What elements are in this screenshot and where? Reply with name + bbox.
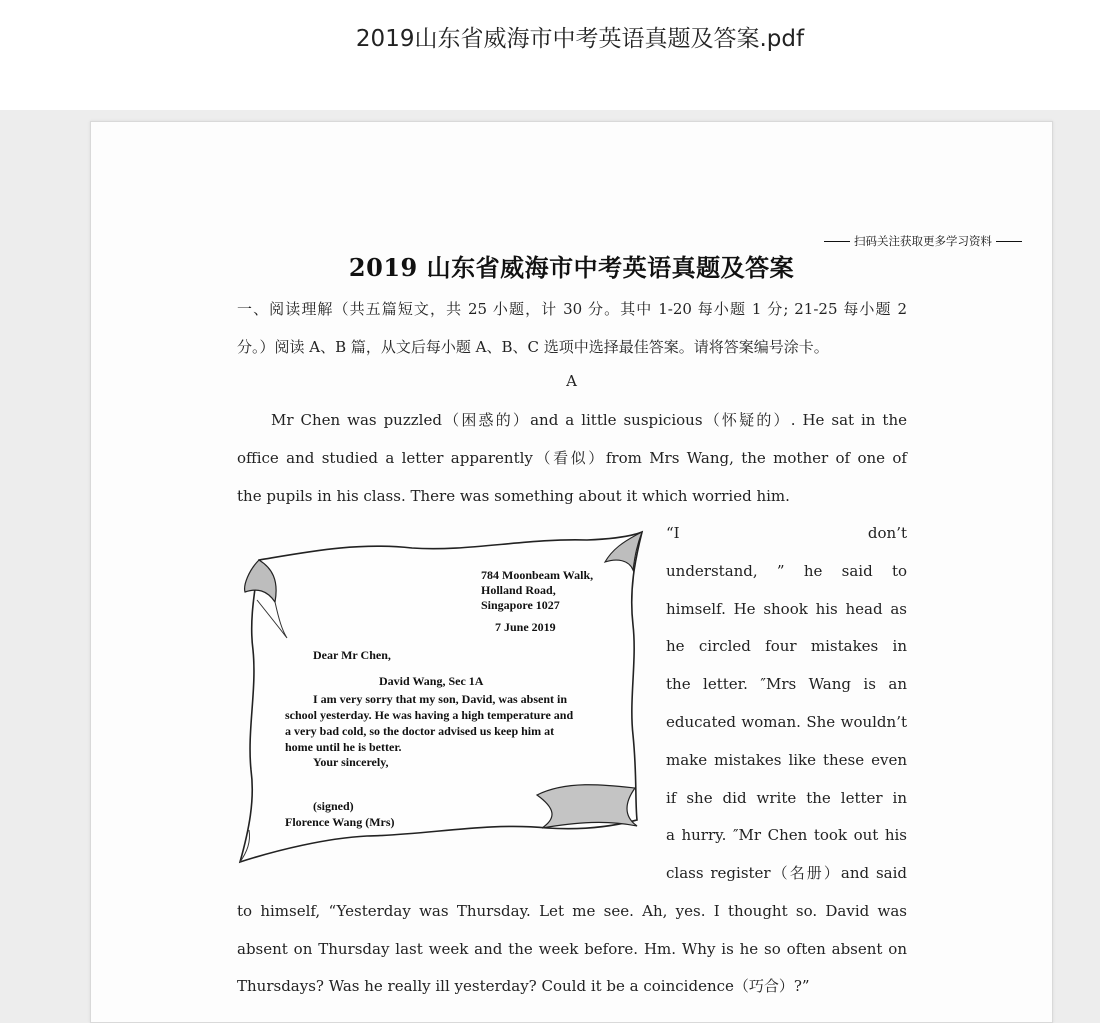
letter-signature: Florence Wang (Mrs): [285, 815, 395, 829]
instruction-line: 分。）阅读 A、B 篇，从文后每小题 A、B、C 选项中选择最佳答案。请将答案编号涂卡。: [237, 338, 829, 356]
pdf-page[interactable]: [90, 121, 1053, 1023]
letter-body-line: school yesterday. He was having a high temperature and: [285, 708, 574, 722]
instructions: [237, 290, 907, 366]
side-line: the letter. ″Mrs Wang is an: [666, 675, 907, 694]
paragraph-line: office and studied a letter apparently（看似）from Mrs Wang, the mother of one of: [237, 448, 907, 467]
letter-address-line: 784 Moonbeam Walk,: [481, 568, 594, 582]
side-line: educated woman. She wouldn’t: [666, 712, 907, 731]
letter-subject: David Wang, Sec 1A: [379, 674, 484, 688]
tagline-rule-left: [824, 241, 850, 242]
paragraph-line: absent on Thursday last week and the week before. Hm. Why is he so often absent on: [237, 939, 907, 958]
side-line: a hurry. ″Mr Chen took out his: [666, 826, 907, 845]
letter-greeting: Dear Mr Chen,: [313, 648, 391, 662]
side-line: himself. He shook his head as: [666, 599, 907, 618]
letter-signed: (signed): [313, 799, 354, 813]
letter-body-line: home until he is better.: [285, 740, 402, 754]
side-line: he circled four mistakes in: [666, 637, 907, 656]
tagline-text: 扫码关注获取更多学习资料: [854, 234, 992, 248]
paragraph-line: Mr Chen was puzzled（困惑的）and a little suspicious（怀疑的）. He sat in the: [271, 411, 907, 429]
intro-paragraph: [237, 402, 907, 515]
section-label: A: [566, 372, 577, 390]
side-line: if she did write the letter in: [666, 788, 907, 807]
letter-illustration: [237, 530, 647, 868]
side-line: class register（名册）and said: [666, 864, 907, 883]
file-title: 2019山东省威海市中考英语真题及答案.pdf: [355, 26, 805, 52]
tagline-rule-right: [996, 241, 1022, 242]
side-line: make mistakes like these even: [666, 750, 907, 769]
paragraph-line: to himself, “Yesterday was Thursday. Let me see. Ah, yes. I thought so. David was: [237, 902, 907, 920]
instruction-line: 一、阅读理解（共五篇短文，共 25 小题，计 30 分。其中 1-20 每小题 1 分; 21-25 每小题 2: [237, 300, 907, 318]
letter-date: 7 June 2019: [495, 620, 556, 634]
letter-closing: Your sincerely,: [313, 755, 389, 769]
side-line: “I don’t: [666, 524, 907, 542]
letter-address-line: Holland Road,: [481, 583, 556, 597]
letter-address-line: Singapore 1027: [481, 598, 560, 612]
letter-body-line: a very bad cold, so the doctor advised us keep him at: [285, 724, 555, 738]
side-column: [666, 515, 907, 893]
side-line: understand, ” he said to: [666, 561, 907, 580]
letter-body-line: I am very sorry that my son, David, was absent in: [313, 692, 568, 706]
paragraph-line: Thursdays? Was he really ill yesterday? Could it be a coincidence（巧合）?”: [237, 977, 810, 995]
qr-tagline: [820, 233, 1026, 249]
document-title: 2019 山东省威海市中考英语真题及答案: [348, 253, 795, 282]
paragraph-line: the pupils in his class. There was something about it which worried him.: [237, 486, 790, 505]
continuation-paragraph: [237, 893, 907, 1006]
viewer-header: [0, 0, 1100, 110]
